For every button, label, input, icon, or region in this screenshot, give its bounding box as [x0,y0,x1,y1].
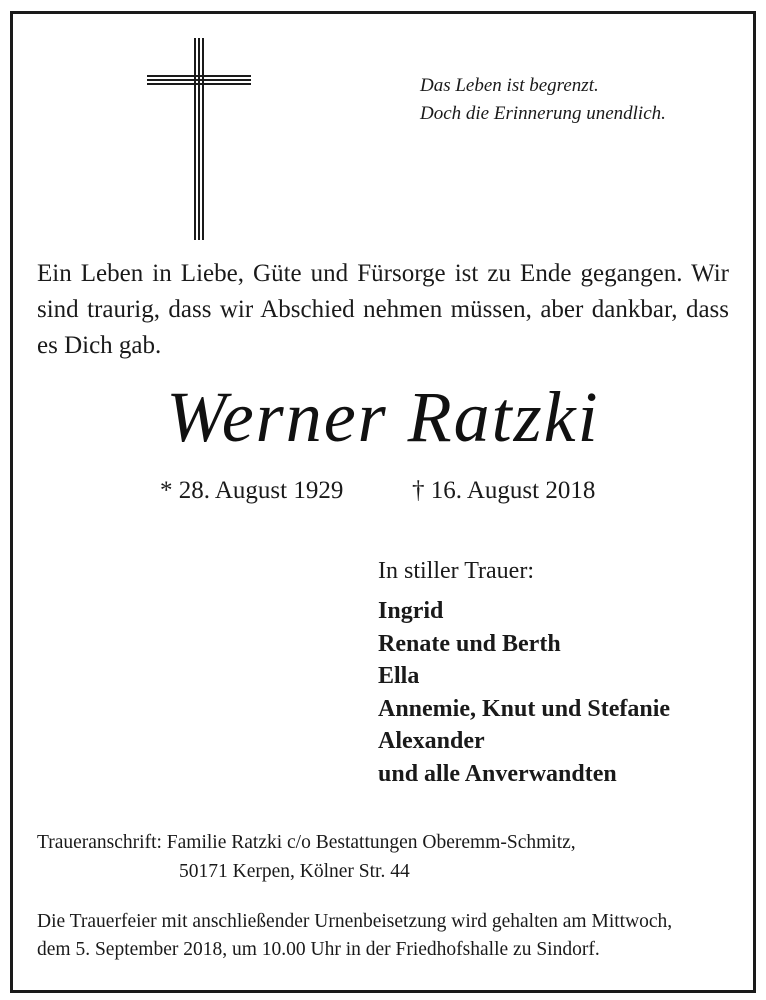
memorial-quote [420,72,666,128]
mourner-name: Alexander [378,728,485,754]
quote-line: Das Leben ist begrenzt. [420,75,599,96]
mourners-list [378,595,670,790]
mourning-address [37,828,576,886]
mourner-name: Renate und Berth [378,630,561,657]
intro-text: Ein Leben in Liebe, Güte und Fürsorge ist zu Ende gegangen. Wir sind traurig, dass wir Abschied nehmen müssen, aber dankbar, dass es Dich gab. [37,260,729,359]
address-line: Traueranschrift: Familie Ratzki c/o Bestattungen Oberemm-Schmitz, [37,832,576,853]
birth-date: * 28. August 1929 [160,477,344,504]
quote-line: Doch die Erinnerung unendlich. [420,103,666,124]
mourner-name: und alle Anverwandten [378,760,617,787]
ceremony-line: Die Trauerfeier mit anschließender Urnenbeisetzung wird gehalten am Mittwoch, [37,911,673,932]
ceremony-line: dem 5. September 2018, um 10.00 Uhr in der Friedhofshalle zu Sindorf. [37,939,600,960]
ceremony-info [37,908,737,964]
mourner-name: Ingrid [378,598,444,624]
mourning-label: In stiller Trauer: [378,558,534,584]
address-line: 50171 Kerpen, Kölner Str. 44 [179,861,410,882]
deceased-name: Werner Ratzki [166,377,600,457]
cross-icon [145,36,253,242]
mourner-name: Annemie, Knut und Stefanie [378,695,671,722]
mourner-name: Ella [378,663,420,689]
death-date: † 16. August 2018 [412,477,596,504]
